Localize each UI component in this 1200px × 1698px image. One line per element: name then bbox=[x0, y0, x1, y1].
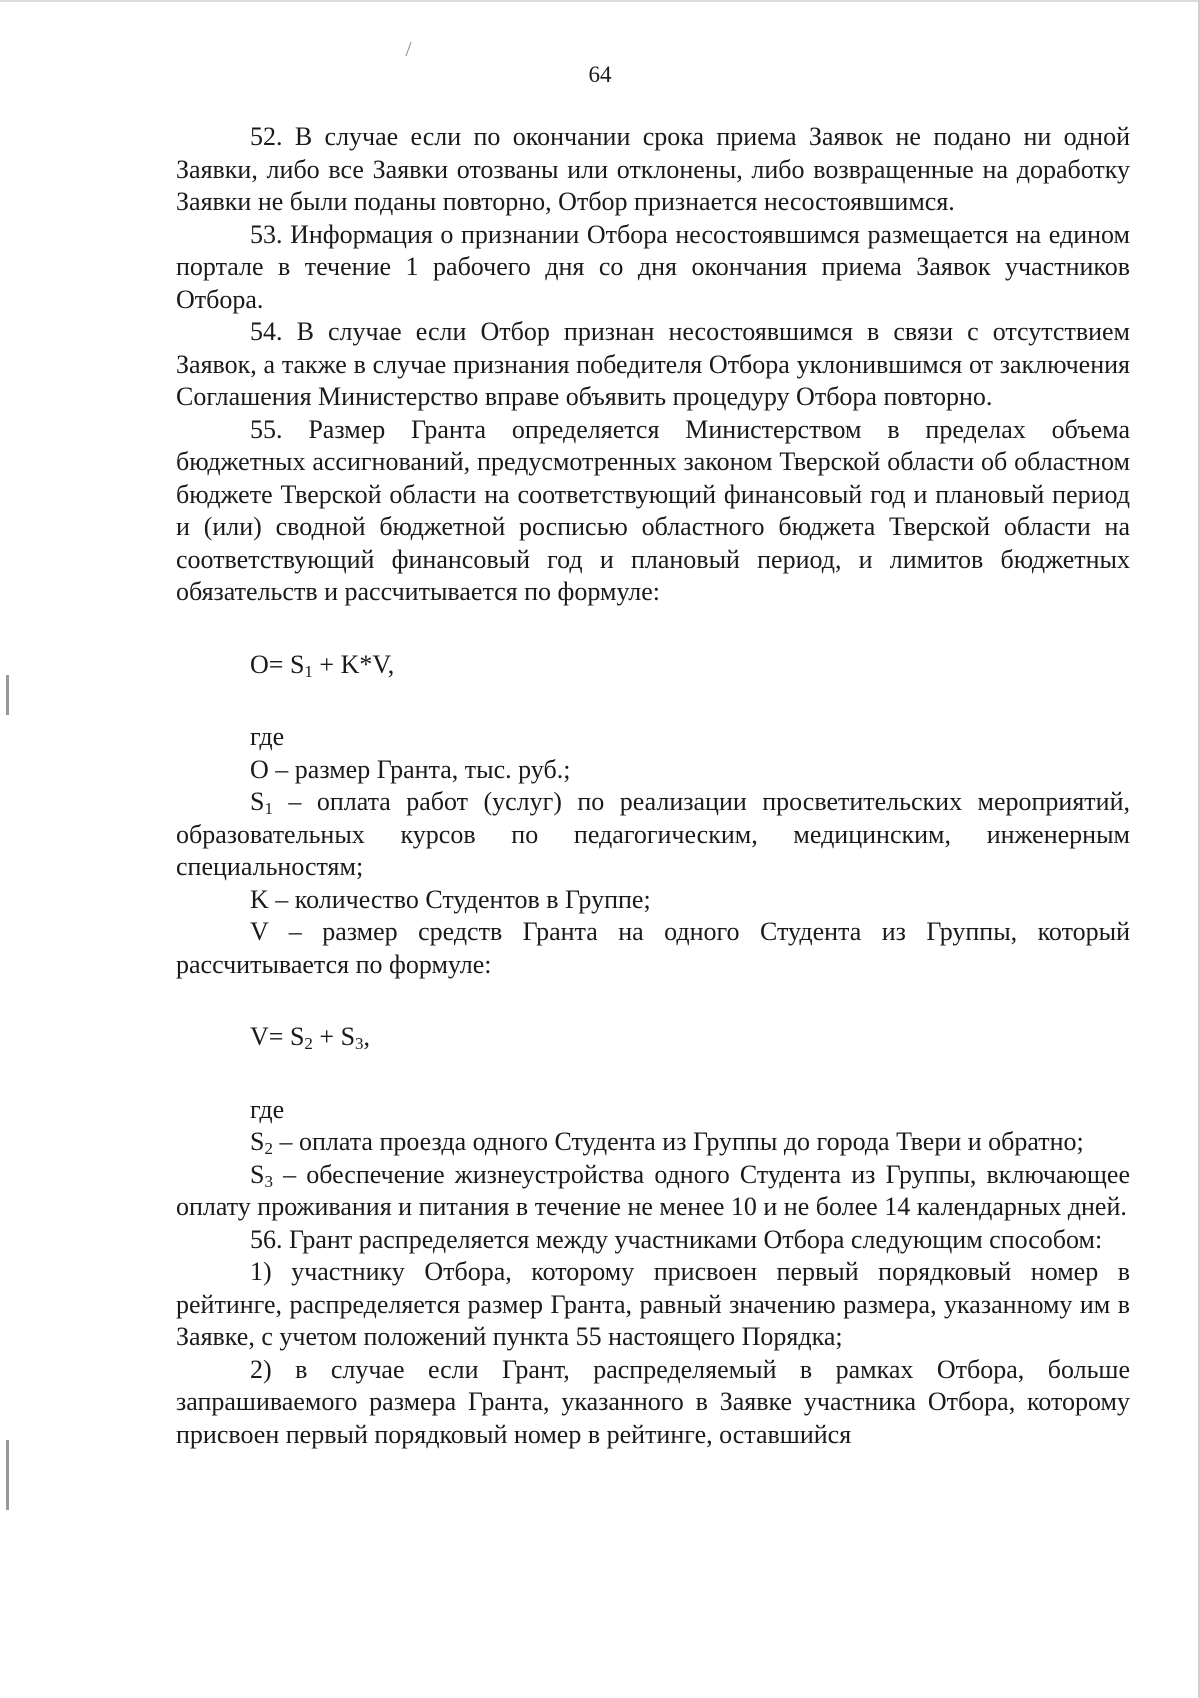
paragraph-53: 53. Информация о признании Отбора несостоявшимся размещается на едином портале в течение 1 рабочего дня со дня окончания приема Заявок участников Отбора. bbox=[176, 219, 1130, 314]
symbol-subscript: 3 bbox=[264, 1171, 273, 1191]
definition-o: O – размер Гранта, тыс. руб.; bbox=[250, 754, 571, 784]
scan-stray-mark bbox=[405, 42, 421, 56]
formula-tail: , bbox=[363, 1022, 371, 1051]
paragraph-54: 54. В случае если Отбор признан несостоявшимся в связи с отсутствием Заявок, а также в случае признания победителя Отбора уклонившимся от заключения Соглашения Министерство вправе объявить процедуру Отбора повторно. bbox=[176, 317, 1130, 411]
formula-subscript: 3 bbox=[355, 1034, 364, 1053]
formula-subscript: 1 bbox=[304, 661, 313, 681]
formula-lhs: V= S bbox=[250, 1022, 305, 1051]
symbol: S bbox=[250, 1159, 265, 1189]
list-item-2: 2) в случае если Грант, распределяемый в рамках Отбора, больше запрашиваемого размера Гранта, указанного в Заявке участника Отбора, которому присвоен первый порядковый номер в рейтинге, оставшийся bbox=[176, 1354, 1130, 1449]
definition-s1 bbox=[176, 786, 1130, 884]
page-number: 64 bbox=[588, 62, 612, 87]
definition-text: – оплата работ (услуг) по реализации просветительских мероприятий, образовательных курсов по педагогическим, медицинским, инженерным специальностям; bbox=[176, 787, 1130, 881]
formula-rhs: + K*V, bbox=[312, 649, 395, 679]
formula-plus: + S bbox=[312, 1022, 356, 1051]
scan-top-edge bbox=[0, 0, 1200, 2]
scan-left-mark bbox=[6, 675, 9, 715]
formula-subscript: 2 bbox=[304, 1034, 313, 1053]
where-label: где bbox=[250, 1094, 285, 1124]
definition-s3 bbox=[176, 1159, 1130, 1224]
where-label: где bbox=[250, 722, 285, 751]
scan-left-mark bbox=[6, 1440, 9, 1510]
list-item-1: 1) участнику Отбора, которому присвоен первый порядковый номер в рейтинге, распределяется размер Гранта, равный значению размера, указанному им в Заявке, с учетом положений пункта 55 настоящего Порядка; bbox=[176, 1257, 1130, 1351]
symbol-subscript: 2 bbox=[264, 1139, 273, 1158]
definition-k: K – количество Студентов в Группе; bbox=[250, 884, 651, 914]
formula-lhs: O= S bbox=[250, 649, 305, 679]
definition-v: V – размер средств Гранта на одного Студента из Группы, который рассчитывается по формуле: bbox=[176, 917, 1130, 979]
definition-s2 bbox=[176, 1126, 1130, 1159]
symbol: S bbox=[250, 1127, 265, 1156]
paragraph-55: 55. Размер Гранта определяется Министерством в пределах объема бюджетных ассигнований, предусмотренных законом Тверской области об областном бюджете Тверской области на соответствующий финансовый год и плановый период и (или) сводной бюджетной росписью областного бюджета Тверской области на соответствующий финансовый год и плановый период, и лимитов бюджетных обязательств и рассчитывается по формуле: bbox=[176, 414, 1130, 606]
formula-grant-size bbox=[176, 649, 1130, 682]
paragraph-52: 52. В случае если по окончании срока приема Заявок не подано ни одной Заявки, либо все Заявки отозваны или отклонены, либо возвращенные на доработку Заявки не были поданы повторно, Отбор признается несостоявшимся. bbox=[176, 122, 1130, 216]
definition-text: – оплата проезда одного Студента из Группы до города Твери и обратно; bbox=[272, 1127, 1084, 1156]
symbol: S bbox=[250, 787, 265, 816]
formula-student-amount bbox=[176, 1021, 1130, 1054]
definition-text: – обеспечение жизнеустройства одного Студента из Группы, включающее оплату проживания и питания в течение не менее 10 и не более 14 календарных дней. bbox=[176, 1159, 1130, 1221]
symbol-subscript: 1 bbox=[264, 799, 273, 818]
document-body bbox=[176, 121, 1130, 1451]
paragraph-56: 56. Грант распределяется между участниками Отбора следующим способом: bbox=[250, 1224, 1103, 1254]
